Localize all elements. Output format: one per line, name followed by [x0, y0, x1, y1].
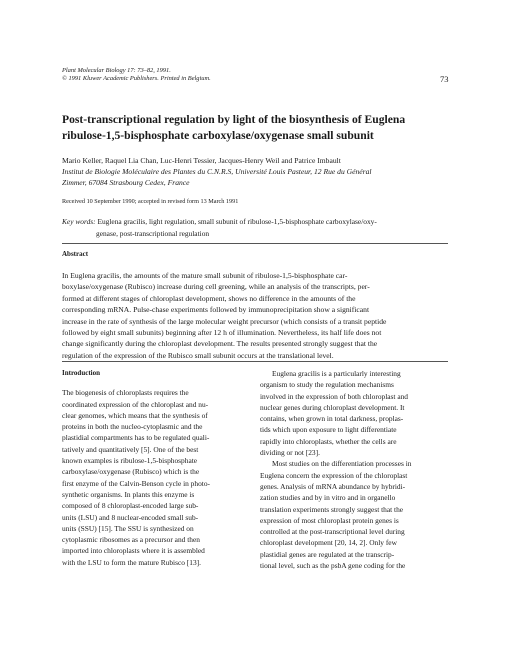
body-line: known examples is ribulose-1,5-bisphosphate [62, 456, 198, 466]
abstract-line: In Euglena gracilis, the amounts of the mature small subunit of ribulose-1,5-bisphosphate car- [62, 271, 348, 280]
affiliation-line: Zimmer, 67084 Strasbourg Cedex, France [62, 178, 190, 188]
body-line: tional level, such as the psbA gene coding for the [260, 561, 406, 571]
body-line: first enzyme of the Calvin-Benson cycle in photo- [62, 478, 210, 488]
author-list: Mario Keller, Raquel Lia Chan, Luc-Henri Tessier, Jacques-Henry Weil and Patrice Imbault [62, 156, 341, 165]
body-line: dividing or not [23]. [260, 448, 320, 458]
body-line: cytoplasmic ribosomes as a precursor and then [62, 535, 200, 545]
body-line: proteins in both the nucleo-cytoplasmic and the [62, 422, 203, 432]
abstract-heading: Abstract [62, 250, 89, 258]
keywords-line: genase, post-transcriptional regulation [96, 229, 210, 238]
body-line: tatively and quantitatively [5]. One of the best [62, 444, 199, 454]
keywords-text: Euglena gracilis, light regulation, small subunit of ribulose-1,5-bisphosphate carboxylase/oxy- [95, 217, 377, 226]
body-line: Most studies on the differentiation processes in [272, 459, 412, 469]
body-line: chloroplast development [20, 14, 2]. Only few [260, 538, 397, 548]
body-line: controlled at the post-transcriptional level during [260, 527, 405, 537]
journal-line: © 1991 Kluwer Academic Publishers. Printed in Belgium. [62, 75, 211, 83]
body-line: units (LSU) and 8 nuclear-encoded small sub- [62, 512, 199, 522]
body-line: organism to study the regulation mechanisms [260, 380, 394, 390]
article-title [62, 112, 482, 143]
body-line: Euglena gracilis is a particularly interesting [272, 369, 401, 378]
abstract-line: formed at different stages of chloroplast development, shows no difference in the amounts of the [62, 293, 356, 303]
abstract-line: regulation of the expression of the Rubisco small subunit occurs at the translational level. [62, 350, 334, 360]
abstract-line: corresponding mRNA. Pulse-chase experiments followed by immunoprecipitation show a significant [62, 305, 370, 315]
body-line: clear genomes, which means that the synthesis of [62, 410, 208, 420]
keywords-block [62, 216, 482, 240]
body-line: plastidial compartments has to be regulated quali- [62, 433, 210, 443]
title-line: ribulose-1,5-bisphosphate carboxylase/oxygenase small subunit [62, 128, 374, 142]
body-line: genes. Analysis of mRNA abundance by hybridi- [260, 481, 406, 491]
author-block [62, 155, 482, 189]
abstract-line: followed by eight small subunits) beginning after 12 h of illumination. Nevertheless, its half life does not [62, 328, 382, 338]
abstract-line: change significantly during the chloroplast development. The results presented strongly suggest that the [62, 339, 378, 349]
abstract-body [62, 270, 448, 361]
body-line: expression of most chloroplast protein genes is [260, 515, 399, 525]
body-line: units (SSU) [15]. The SSU is synthesized on [62, 523, 194, 533]
received-dates: Received 10 September 1990; accepted in revised form 13 March 1991 [62, 198, 239, 205]
body-line: The biogenesis of chloroplasts requires the [62, 388, 189, 398]
body-line: tids which upon exposure to light differentiate [260, 425, 397, 435]
body-line: nuclear genes during chloroplast development. It [260, 402, 405, 412]
title-line: Post-transcriptional regulation by light of the biosynthesis of Euglena [62, 113, 406, 126]
body-line: zation studies and by in vitro and in organello [260, 493, 396, 503]
introduction-heading: Introduction [62, 369, 100, 377]
abstract-line: boxylase/oxygenase (Rubisco) increase during cell greening, while an analysis of the transcripts, per- [62, 282, 370, 292]
body-line: Euglena concern the expression of the chloroplast [260, 470, 408, 480]
abstract-line: increase in the rate of synthesis of the large molecular weight precursor (which consists of a transit peptide [62, 316, 387, 326]
keywords-line [62, 216, 482, 228]
intro-left-column [62, 368, 249, 568]
divider [62, 361, 448, 362]
journal-citation [62, 67, 362, 84]
divider [62, 243, 448, 244]
body-line: imported into chloroplasts where it is assembled [62, 546, 205, 556]
body-line: contains, when grown in total darkness, proplas- [260, 414, 404, 424]
body-line: synthetic organisms. In plants this enzyme is [62, 489, 195, 499]
page-number: 73 [440, 74, 449, 84]
body-line: carboxylase/oxygenase (Rubisco) which is the [62, 467, 200, 477]
body-line: composed of 8 chloroplast-encoded large sub- [62, 501, 199, 511]
intro-right-column [260, 368, 447, 571]
journal-line: Plant Molecular Biology 17: 73–82, 1991. [62, 67, 171, 74]
body-line: rapidly into chloroplasts, whether the cells are [260, 436, 397, 446]
body-line: with the LSU to form the mature Rubisco [13]. [62, 557, 201, 567]
body-line: plastidial genes are regulated at the transcrip- [260, 549, 395, 559]
body-line: involved in the expression of both chloroplast and [260, 391, 408, 401]
keywords-label: Key words: [62, 217, 96, 226]
body-line: translation experiments strongly suggest that the [260, 504, 404, 514]
body-line: coordinated expression of the chloroplast and nu- [62, 399, 209, 409]
affiliation-line: Institut de Biologie Moléculaire des Plantes du C.N.R.S, Université Louis Pasteur, 12 Rue du Général [62, 167, 372, 177]
